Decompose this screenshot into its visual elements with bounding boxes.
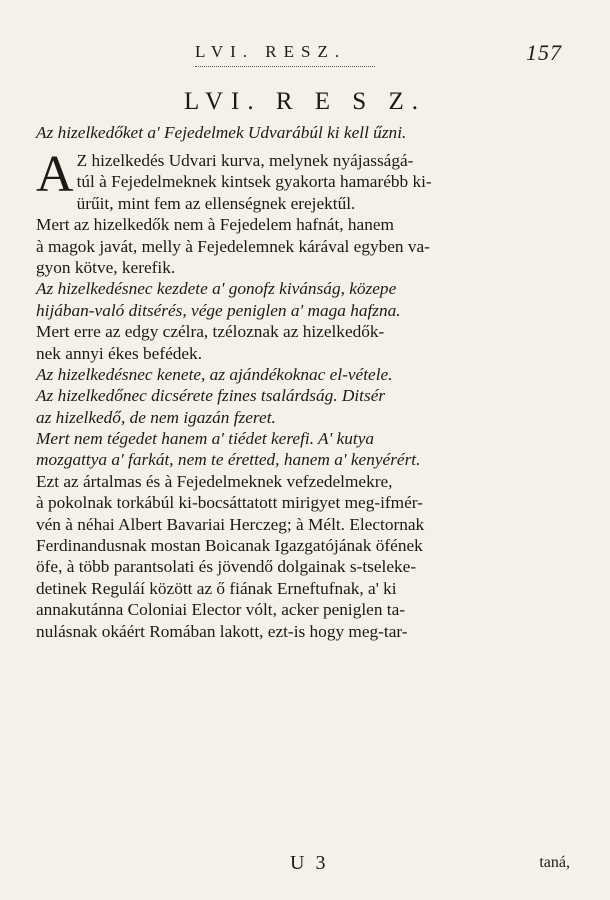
- chapter-summary: [36, 122, 576, 143]
- chapter-title: LVI. R E S Z.: [184, 88, 426, 115]
- text-line: hijában-való ditsérés, vége peniglen a' maga hafzna.: [36, 300, 401, 320]
- signature-mark: U 3: [290, 852, 329, 874]
- catchword: taná,: [539, 854, 570, 871]
- paragraph: [36, 385, 576, 428]
- text-line: ürűit, mint fem az ellenségnek erejektűl.: [76, 193, 356, 213]
- text-line: Az hizelkedőnec dicsérete fzines tsalárdság. Ditsér: [36, 386, 386, 406]
- text-line: az hizelkedő, de nem igazán fzeret.: [36, 407, 276, 427]
- text-line: annakutánna Coloniai Elector vólt, acker peniglen ta-: [36, 600, 406, 620]
- text-line: gyon kötve, kerefik.: [36, 257, 176, 277]
- paragraph: [36, 364, 576, 385]
- text-line: Az hizelkedésnec kenete, az ajándékoknac el-vétele.: [36, 364, 393, 384]
- running-head-rule: [195, 66, 375, 67]
- text-line: túl à Fejedelmeknek kintsek gyakorta hamarébb ki-: [76, 172, 432, 192]
- page-number: 157: [526, 40, 562, 65]
- page-footer: [0, 852, 610, 882]
- text-line: detinek Reguláí között az ő fiának Erneftufnak, a' ki: [36, 578, 397, 598]
- text-line: Az hizelkedésnec kezdete a' gonofz kivánság, közepe: [36, 279, 397, 299]
- text-line: nek annyi ékes befédek.: [36, 343, 203, 363]
- summary-line: Az hizelkedőket a' Fejedelmek Udvarábúl ki kell űzni.: [36, 123, 407, 142]
- body-text: [36, 146, 576, 642]
- text-line: Ezt az ártalmas és à Fejedelmeknek vefzedelmekre,: [36, 471, 393, 491]
- running-head-title: LVI. RESZ.: [195, 42, 347, 61]
- text-line: Mert az hizelkedők nem à Fejedelem hafnát, hanem: [36, 215, 394, 235]
- paragraph: [36, 278, 576, 321]
- paragraph: [36, 146, 576, 214]
- text-line: Z hizelkedés Udvari kurva, melynek nyájasságá-: [76, 151, 414, 170]
- text-line: Ferdinandusnak mostan Boicanak Igazgatójának öfének: [36, 536, 423, 556]
- text-line: Mert erre az edgy czélra, tzéloznak az hizelkedők-: [36, 322, 385, 342]
- text-line: à magok javát, melly à Fejedelemnek kárával egyben va-: [36, 236, 430, 256]
- text-line: öfe, à több parantsolati és jövendő dolgainak s-tseleke-: [36, 557, 417, 577]
- text-line: mozgattya a' farkát, nem te éretted, hanem a' kenyérért.: [36, 450, 421, 470]
- paragraph: [36, 321, 576, 364]
- paragraph: [36, 214, 576, 278]
- text-line: à pokolnak torkábúl ki-bocsáttatott mirigyet meg-ifmér-: [36, 493, 423, 513]
- text-line: vén à néhai Albert Bavariai Herczeg; à Mélt. Electornak: [36, 514, 425, 534]
- text-line: nulásnak okáért Romában lakott, ezt-is hogy meg-tar-: [36, 621, 408, 641]
- paragraph: [36, 471, 576, 642]
- text-line: Mert nem tégedet hanem a' tiédet kerefi. A' kutya: [36, 429, 375, 449]
- drop-cap: A: [36, 146, 74, 203]
- paragraph: [36, 428, 576, 471]
- running-head: [0, 42, 610, 70]
